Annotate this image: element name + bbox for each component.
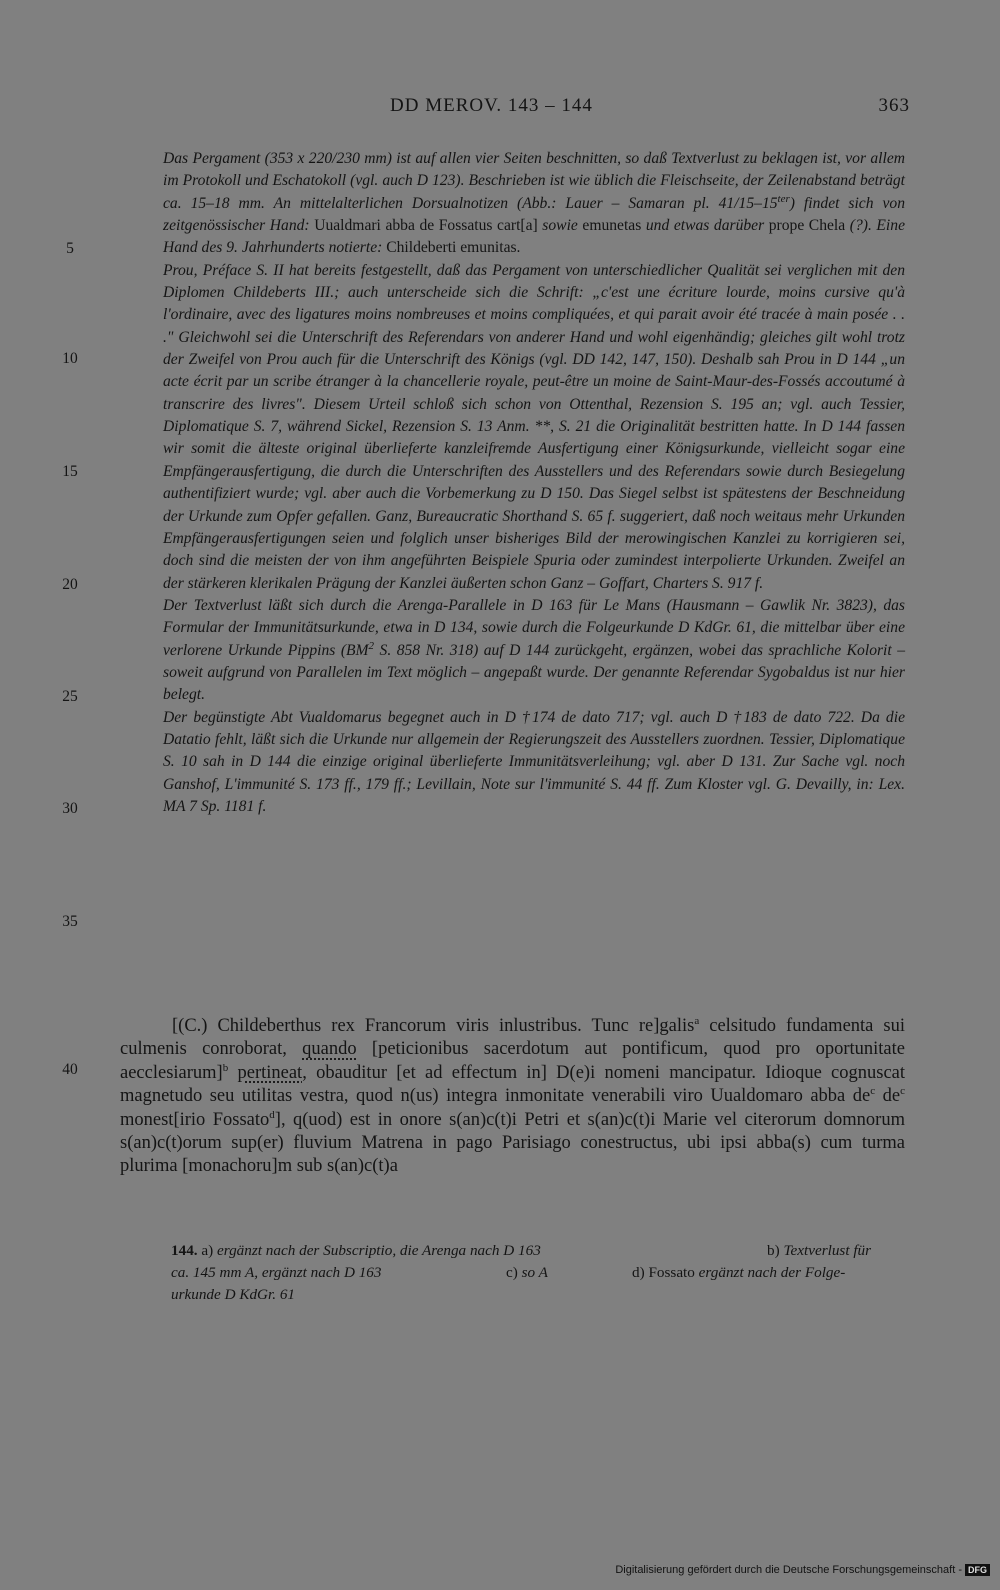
note-superscript: ter — [777, 192, 790, 205]
note-quote: prope Chela — [768, 217, 846, 235]
footnote-c — [506, 1262, 548, 1284]
note-paragraph-parchment — [163, 148, 905, 260]
footnote-word: Fossato — [648, 1264, 695, 1281]
footnote-number — [171, 1240, 541, 1262]
note-paragraph-textverlust — [163, 595, 905, 707]
charter-text-run: de — [875, 1086, 901, 1107]
charter-text-run: celsitudo fundamenta sui culmenis conroborat, — [120, 1016, 905, 1060]
commentary-notes — [163, 148, 905, 818]
footnote-label: d) — [632, 1264, 645, 1281]
page-number: 363 — [878, 95, 910, 116]
footnote-marker: d — [269, 1108, 275, 1121]
charter-paragraph — [120, 1015, 905, 1179]
note-text: und etwas darüber — [641, 217, 769, 235]
footnote-line — [171, 1240, 906, 1262]
footnote-label: b) — [767, 1242, 780, 1259]
line-number: 10 — [62, 350, 78, 367]
digitization-footer — [590, 1564, 990, 1582]
charter-text-run: [(C.) Childeberthus rex Francorum viris inlustribus. Tunc re]galis — [172, 1016, 695, 1036]
note-superscript: 2 — [368, 639, 375, 652]
note-quote: Uualdmari abba de Fossatus cart[a] — [314, 217, 538, 235]
note-quote: emunetas — [582, 217, 642, 235]
footnote-label: a) — [201, 1242, 214, 1259]
charter-text-run: ], q(uod) est in onore s(an)c(t)i Petri et s(an)c(t)i Marie vel citerorum domnorum s(an)c(t)orum sup(er) fluvium Matrena in pago Parisiago conestructus, ubi ipsi abba(s) cum turma plurima [monachoru]m sub s(an)c(t)a — [120, 1109, 905, 1177]
note-quote: Childeberti emunitas. — [386, 239, 521, 257]
footnote-marker: c — [870, 1085, 876, 1098]
charter-text-run: , obauditur [et ad effectum in] D(e)i nomeni mancipatur. Idioque cognuscat magnetudo seu utilitas vestra, quod n(us) integra inmonitate venerabili viro Uualdomaro abba de — [120, 1062, 906, 1107]
note-text: (?). Eine Hand des 9. Jahrhunderts notierte: — [163, 217, 905, 257]
charter-text-run: [peticionibus sacerdotum aut pontificum, quod pro oportunitate aecclesiarum] — [120, 1039, 905, 1083]
footnote-line — [171, 1262, 906, 1284]
footnote-line — [171, 1284, 906, 1306]
footnote-marker: c — [900, 1085, 905, 1098]
footnote-text: ergänzt nach der Subscriptio, die Arenga nach D 163 — [216, 1242, 541, 1259]
footnotes — [171, 1240, 906, 1306]
line-number: 5 — [66, 240, 74, 257]
dfg-logo: DFG — [965, 1564, 990, 1576]
footnote-number-text: 144. — [171, 1242, 198, 1259]
note-paragraph-prou: Prou, Préface S. II hat bereits festgestellt, daß das Pergament von unterschiedlicher Qualität sei verglichen mit den Diplomen Childeberts III.; auch unterscheide sich die Schrift: „c'est une écriture lourde, moins cursive qu'à l'ordinaire, avec des ligatures moins nombreuses et moins compliquées, et qui parait avoir été tracée à main posée . . ." Gleichwohl sei die Unterschrift des Referendars von anderer Hand und wohl eigenhändig; gleiches gilt wohl trotz der Zweifel von Prou auch für die Unterschrift des Königs (vgl. DD 142, 147, 150). Deshalb sah Prou in D 144 „un acte écrit par un scribe étranger à la chancellerie royale, peut-être un moine de Saint-Maur-des-Fossés accoutumé à transcrire des livres". Diesem Urteil schloß sich schon von Ottenthal, Rezension S. 195 an; vgl. auch Tessier, Diplomatique S. 7, während Sickel, Rezension S. 13 Anm. **, S. 21 die Originalität bestritten hatte. In D 144 fassen wir somit die älteste original überlieferte kanzleifremde Ausfertigung einer Königsurkunde, vielleicht sogar eine Empfängerausfertigung, die durch die Unterschriften des Ausstellers und des Referendars sowie durch Besiegelung authentifiziert wurde; vgl. aber auch die Vorbemerkung zu D 150. Das Siegel selbst ist spätestens der Beschneidung der Urkunde zum Opfer gefallen. Ganz, Bureaucratic Shorthand S. 65 f. suggeriert, daß noch weitaus mehr Urkunden Empfängerausfertigungen seien und folglich unser bisheriges Bild der merowingischen Kanzlei zu korrigieren sei, doch sind die meisten der von ihm angeführten Beispiele Spuria oder zumindest interpolierte Urkunden. Zweifel an der stärkeren klerikalen Prägung der Kanzlei äußerten schon Ganz – Goffart, Charters S. 917 f. — [163, 261, 905, 592]
footnote-b — [767, 1240, 871, 1262]
charter-word-dotted: pertineat — [237, 1062, 303, 1083]
page-header — [390, 95, 910, 125]
note-paragraph-abt: Der begünstigte Abt Vualdomarus begegnet auch in D †174 de dato 717; vgl. auch D †183 de dato 722. Da die Datatio fehlt, läßt sich die Urkunde nur allgemein der Regierungszeit des Ausstellers zuordnen. Tessier, Diplomatique S. 10 sah in D 144 die einzige original überlieferte Immunitätsverleihung; vgl. aber D 131. Zur Sache vgl. noch Ganshof, L'immunité S. 173 ff., 179 ff.; Levillain, Note sur l'immunité S. 44 ff. Zum Kloster vgl. G. Devailly, in: Lex. MA 7 Sp. 1181 f. — [163, 708, 905, 815]
line-number: 15 — [62, 463, 78, 480]
line-number: 35 — [62, 913, 78, 930]
charter-text-run: monest[irio Fossato — [120, 1109, 270, 1130]
line-number: 40 — [62, 1061, 78, 1078]
footnote-marker: b — [222, 1061, 229, 1074]
charter-text — [120, 1015, 905, 1179]
note-text: Der Textverlust läßt sich durch die Arenga-Parallele in D 163 für Le Mans (Hausmann – Gawlik Nr. 3823), das Formular der Immunitätsurkunde, etwa in D 134, sowie durch die Folgeurkunde D KdGr. 61, die mittelbar über eine verlorene Urkunde Pippins (BM — [163, 596, 905, 659]
line-number: 30 — [62, 800, 78, 817]
note-text: ) findet sich von zeitgenössischer Hand: — [163, 194, 905, 235]
note-text: sowie — [537, 217, 583, 235]
running-title: DD MEROV. 143 – 144 — [390, 95, 593, 116]
footnote-marker: a — [694, 1014, 700, 1027]
note-text: S. 858 Nr. 318) auf D 144 zurückgeht, ergänzen, wobei das sprachliche Kolorit – soweit aufgrund von Parallelen im Text möglich – angepaßt wurde. Der genannte Referendar Sygobaldus ist nur hier belegt. — [163, 641, 905, 704]
footnote-text: urkunde D KdGr. 61 — [171, 1286, 296, 1303]
footnote-text: ergänzt nach der Folge- — [698, 1264, 846, 1281]
note-text: Das Pergament (353 x 220/230 mm) ist auf allen vier Seiten beschnitten, so daß Textverlust zu beklagen ist, vor allem im Protokoll und Eschatokoll (vgl. auch D 123). Beschrieben ist wie üblich die Fleischseite, der Zeilenabstand beträgt ca. 15–18 mm. An mittelalterlichen Dorsualnotizen (Abb.: Lauer – Samaran pl. 41/15–15 — [163, 150, 905, 212]
footnote-label: c) — [506, 1264, 518, 1281]
footnote-text: so A — [521, 1264, 548, 1281]
line-number: 25 — [62, 688, 78, 705]
footnote-text: ca. 145 mm A, ergänzt nach D 163 — [171, 1264, 382, 1281]
funding-note: Digitalisierung gefördert durch die Deutsche Forschungsgemeinschaft - — [615, 1564, 962, 1576]
footnote-text: Textverlust für — [783, 1242, 872, 1259]
footnote-d — [632, 1262, 845, 1284]
line-number: 20 — [62, 576, 78, 593]
charter-word-dotted: quando — [302, 1039, 357, 1060]
